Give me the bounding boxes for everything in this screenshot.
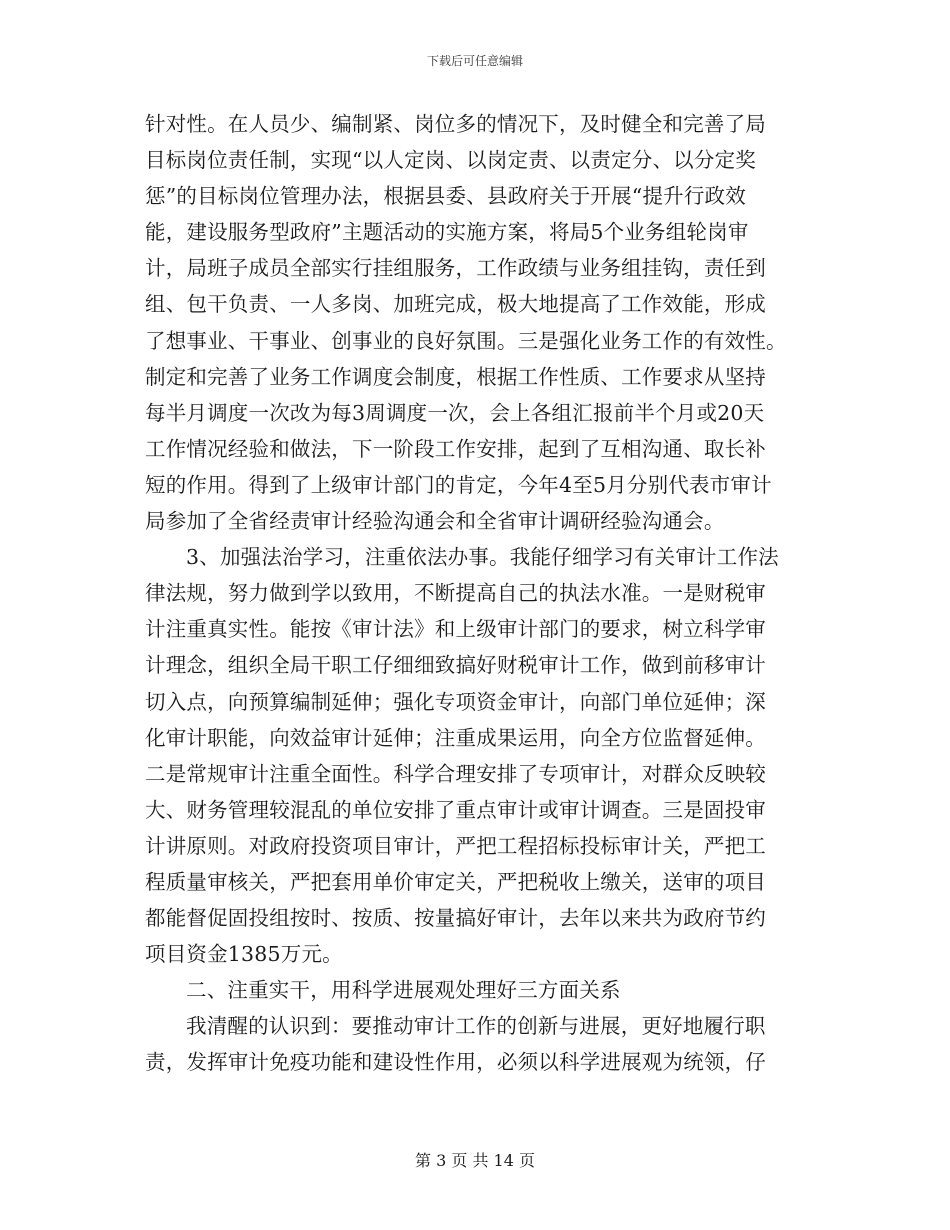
document-body bbox=[145, 106, 805, 1081]
text-line: 二、注重实干，用科学进展观处理好三方面关系 bbox=[186, 978, 621, 1003]
text-line: 惩”的目标岗位管理办法，根据县委、县政府关于开展“提升行政效 bbox=[145, 184, 746, 209]
text-line: 化审计职能，向效益审计延伸；注重成果运用，向全方位监督延伸。 bbox=[145, 725, 766, 750]
text-line: 制定和完善了业务工作调度会制度，根据工作性质、工作要求从坚持 bbox=[145, 364, 766, 389]
text-line: 工作情况经验和做法，下一阶段工作安排，起到了互相沟通、取长补 bbox=[145, 436, 766, 461]
text-line: 都能督促固投组按时、按质、按量搞好审计，去年以来共为政府节约 bbox=[145, 906, 766, 931]
text-line: 组、包干负责、一人多岗、加班完成，极大地提高了工作效能，形成 bbox=[145, 292, 766, 317]
text-line: 程质量审核关，严把套用单价审定关，严把税收上缴关，送审的项目 bbox=[145, 869, 766, 894]
text-line: 3、加强法治学习，注重依法办事。我能仔细学习有关审计工作法 bbox=[186, 545, 779, 570]
text-line: 针对性。在人员少、编制紧、岗位多的情况下，及时健全和完善了局 bbox=[145, 112, 766, 136]
text-line: 责，发挥审计免疫功能和建设性作用，必须以科学进展观为统领，仔 bbox=[145, 1050, 766, 1075]
text-line: 项目资金1385万元。 bbox=[145, 942, 343, 967]
text-line: 目标岗位责任制，实现“以人定岗、以岗定责、以责定分、以分定奖 bbox=[145, 148, 756, 173]
text-line: 每半月调度一次改为每3周调度一次，会上各组汇报前半个月或20天 bbox=[145, 400, 765, 425]
text-line: 了想事业、干事业、创事业的良好氛围。三是强化业务工作的有效性。 bbox=[145, 328, 787, 353]
page-header: 下载后可任意编辑 bbox=[426, 54, 523, 68]
text-line: 切入点，向预算编制延伸；强化专项资金审计，向部门单位延伸；深 bbox=[145, 689, 766, 714]
page-footer: 第 3 页 共 14 页 bbox=[415, 1151, 535, 1170]
text-line: 计，局班子成员全部实行挂组服务，工作政绩与业务组挂钩，责任到 bbox=[145, 256, 766, 281]
text-line: 计理念，组织全局干职工仔细细致搞好财税审计工作，做到前移审计 bbox=[145, 653, 766, 678]
text-line: 短的作用。得到了上级审计部门的肯定，今年4至5月分别代表市审计 bbox=[145, 472, 772, 497]
text-line: 二是常规审计注重全面性。科学合理安排了专项审计，对群众反映较 bbox=[145, 761, 766, 786]
text-line: 计讲原则。对政府投资项目审计，严把工程招标投标审计关，严把工 bbox=[145, 833, 766, 858]
text-line: 我清醒的认识到：要推动审计工作的创新与进展，更好地履行职 bbox=[186, 1014, 766, 1039]
text-line: 计注重真实性。能按《审计法》和上级审计部门的要求，树立科学审 bbox=[145, 617, 766, 642]
text-line: 律法规，努力做到学以致用，不断提高自己的执法水准。一是财税审 bbox=[145, 581, 766, 606]
text-line: 大、财务管理较混乱的单位安排了重点审计或审计调查。三是固投审 bbox=[145, 797, 766, 822]
text-line: 能，建设服务型政府”主题活动的实施方案，将局5个业务组轮岗审 bbox=[145, 220, 749, 245]
text-line: 局参加了全省经责审计经验沟通会和全省审计调研经验沟通会。 bbox=[145, 509, 725, 534]
